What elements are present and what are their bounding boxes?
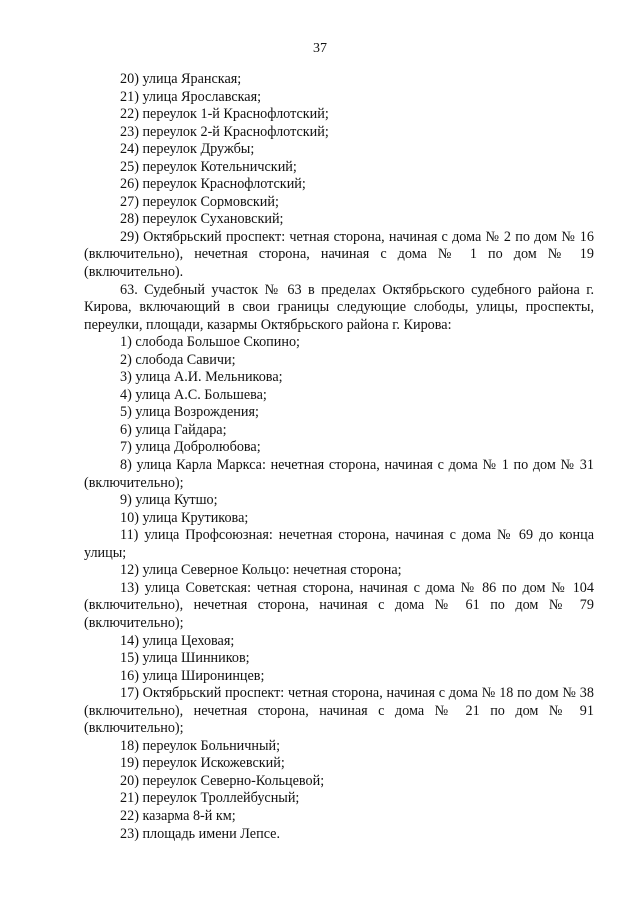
list-item: 28) переулок Сухановский; <box>120 211 284 228</box>
list-item: 16) улица Широнинцев; <box>120 667 265 684</box>
list-item-paragraph: 8) улица Карла Маркса: нечетная сторона, начиная с дома № 1 по дом № 31 (включительно); <box>84 457 594 491</box>
section-paragraph: 63. Судебный участок № 63 в пределах Октябрьского судебного района г. Кирова, включающий в свои границы следующие слободы, улицы, проспекты, переулки, площади, казармы Октябрьского района г. Кирова: <box>84 281 594 333</box>
list-item-paragraph: 11) улица Профсоюзная: нечетная сторона, начиная с дома № 69 до конца улицы; <box>84 527 594 561</box>
list-item: 3) улица А.И. Мельникова; <box>120 369 283 386</box>
list-item: 18) переулок Больничный; <box>120 737 281 754</box>
list-item: 7) улица Добролюбова; <box>120 439 261 456</box>
list-item: 14) улица Цеховая; <box>120 632 235 649</box>
list-item: 21) переулок Троллейбусный; <box>120 790 300 807</box>
list-item: 10) улица Крутикова; <box>120 509 249 526</box>
list-item: 22) переулок 1-й Краснофлотский; <box>120 106 329 123</box>
list-item-paragraph: 17) Октябрьский проспект: четная сторона, начиная с дома № 18 по дом № 38 (включительно), нечетная сторона, начиная с дома № 21 по дом № 91 (включительно); <box>84 685 594 737</box>
list-item: 1) слобода Большое Скопино; <box>120 334 300 351</box>
list-item: 21) улица Ярославская; <box>120 88 262 105</box>
list-item: 5) улица Возрождения; <box>120 404 259 421</box>
list-item: 25) переулок Котельничский; <box>120 158 297 175</box>
list-item: 23) площадь имени Лепсе. <box>120 825 281 842</box>
list-item: 15) улица Шинников; <box>120 650 250 667</box>
list-item: 20) переулок Северно-Кольцевой; <box>120 772 325 789</box>
document-body <box>84 71 594 843</box>
list-item-paragraph: 13) улица Советская: четная сторона, начиная с дома № 86 по дом № 104 (включительно), нечетная сторона, начиная с дома № 61 по дом № 79 (включительно); <box>84 579 594 631</box>
list-item: 6) улица Гайдара; <box>120 421 227 438</box>
list-item-paragraph: 29) Октябрьский проспект: четная сторона, начиная с дома № 2 по дом № 16 (включительно), нечетная сторона, начиная с дома № 1 по дом № 19 (включительно). <box>84 228 594 281</box>
list-item: 19) переулок Искожевский; <box>120 755 285 772</box>
list-item: 26) переулок Краснофлотский; <box>120 176 306 193</box>
list-item: 2) слобода Савичи; <box>120 351 236 368</box>
list-item: 27) переулок Сормовский; <box>120 193 279 210</box>
list-item: 24) переулок Дружбы; <box>120 141 255 158</box>
list-item: 20) улица Яранская; <box>120 71 242 87</box>
list-item: 9) улица Кутшо; <box>120 492 218 509</box>
page-number: 37 <box>313 41 327 56</box>
list-item: 22) казарма 8-й км; <box>120 807 236 824</box>
list-item: 12) улица Северное Кольцо: нечетная сторона; <box>120 562 402 579</box>
list-item: 4) улица А.С. Большева; <box>120 386 267 403</box>
list-item: 23) переулок 2-й Краснофлотский; <box>120 123 329 140</box>
